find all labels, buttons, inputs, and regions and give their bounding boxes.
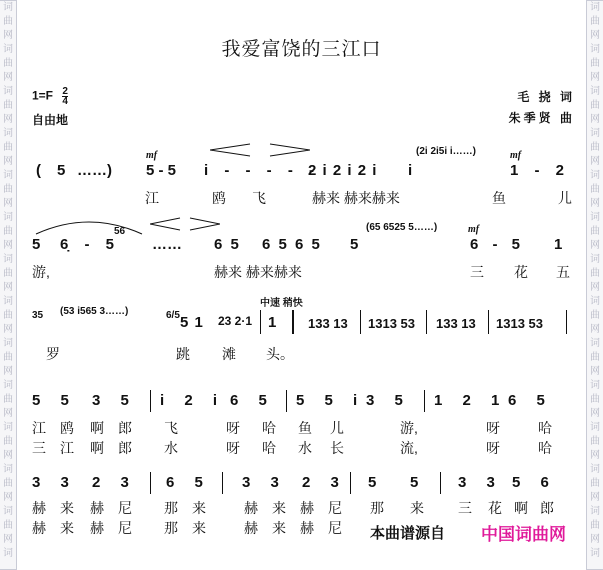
footer-site-link[interactable]: 中国词曲网 [481, 525, 566, 544]
tempo-marking: 自由地 [32, 113, 69, 127]
watermark-char: 词 [3, 86, 13, 97]
watermark-char: 曲 [3, 520, 13, 531]
watermark-char: 网 [590, 324, 600, 335]
watermark-char: 词 [3, 44, 13, 55]
watermark-char: 词 [3, 464, 13, 475]
lyric: 流, [400, 440, 418, 456]
watermark-char: 网 [590, 408, 600, 419]
watermark-char: 词 [3, 296, 13, 307]
watermark-char: 网 [3, 534, 13, 545]
right-margin-strip [586, 0, 603, 570]
watermark-char: 网 [3, 72, 13, 83]
lyric: 三 [470, 264, 484, 280]
watermark-char: 曲 [590, 58, 600, 69]
watermark-char: 词 [590, 296, 600, 307]
watermark-char: 网 [3, 282, 13, 293]
lyric: 花 [514, 264, 528, 280]
lyric: 尼 [328, 520, 342, 536]
lyric: 江 [60, 440, 74, 456]
note: 6 5 [230, 392, 275, 409]
song-title: 我爱富饶的三江口 [221, 39, 382, 60]
barline [566, 310, 567, 334]
barline [488, 310, 489, 334]
watermark-char: 网 [3, 408, 13, 419]
watermark-char: 词 [590, 506, 600, 517]
lyric: 那 [164, 520, 178, 536]
watermark-char: 词 [3, 422, 13, 433]
note: 2 i 2 i 2 i [308, 162, 378, 179]
lyric: 那 [370, 500, 384, 516]
note: i [408, 162, 413, 179]
note: (2i 2i5i i……) [416, 146, 477, 157]
left-margin-strip [0, 0, 17, 570]
lyric: 啊 [90, 440, 104, 456]
note: 3 3 [32, 474, 77, 491]
watermark-char: 网 [590, 450, 600, 461]
lyric: 来 [192, 500, 206, 516]
watermark-char: 曲 [3, 16, 13, 27]
watermark-char: 网 [590, 30, 600, 41]
lyric: 水 [298, 440, 312, 456]
watermark-char: 网 [3, 366, 13, 377]
watermark-char: 曲 [590, 478, 600, 489]
barline [440, 472, 441, 494]
lyric: 呀 [486, 420, 500, 436]
note: 5 1 [180, 314, 204, 331]
note: 23 2·1 [218, 314, 253, 328]
note: 5 [32, 236, 41, 253]
lyric: 水 [164, 440, 178, 456]
barline [360, 310, 361, 334]
barline [424, 390, 425, 412]
time-sig-top: 2 [62, 86, 68, 97]
lyric: 三 [32, 440, 46, 456]
lyric: 那 [164, 500, 178, 516]
watermark-char: 词 [590, 86, 600, 97]
watermark-char: 词 [3, 506, 13, 517]
lyric: 赫 [244, 520, 258, 536]
watermark-char: 词 [590, 44, 600, 55]
lyric: 赫 [32, 520, 46, 536]
note: 2 3 [92, 474, 137, 491]
watermark-char: 曲 [3, 394, 13, 405]
dynamic-mark: mf [510, 150, 522, 161]
footer-source-label: 本曲谱源自 [370, 525, 446, 542]
lyric: 游, [32, 264, 50, 280]
dynamic-mark: mf [468, 224, 480, 235]
dynamic-mark: mf [146, 150, 158, 161]
note: 2 3 [302, 474, 347, 491]
note: 5 [350, 236, 359, 253]
note: 5 5 [32, 392, 77, 409]
lyric: 哈 [262, 420, 276, 436]
lyric: 游, [400, 420, 418, 436]
watermark-char: 网 [590, 72, 600, 83]
lyric: 长 [330, 440, 344, 456]
note: ……) [77, 162, 112, 179]
watermark-char: 词 [3, 338, 13, 349]
watermark-char: 曲 [590, 100, 600, 111]
watermark-char: 网 [3, 324, 13, 335]
watermark-char: 网 [3, 492, 13, 503]
note: (53 i565 3……) [60, 306, 129, 317]
note: 3 3 [242, 474, 287, 491]
note: 3 5 [92, 392, 137, 409]
watermark-char: 网 [3, 240, 13, 251]
watermark-char: 词 [3, 2, 13, 13]
note: 133 13 [436, 316, 476, 331]
watermark-char: 词 [590, 380, 600, 391]
watermark-char: 词 [590, 548, 600, 559]
watermark-char: 词 [3, 170, 13, 181]
lyric: 滩 [222, 346, 236, 362]
note: 1 [268, 314, 277, 331]
watermark-char: 词 [590, 422, 600, 433]
lyric: 郎 [540, 500, 554, 516]
watermark-char: 曲 [590, 142, 600, 153]
lyric: 赫 [90, 500, 104, 516]
note: 3 5 [366, 392, 411, 409]
lyric: 哈 [262, 440, 276, 456]
lyric: 鸥 [60, 420, 74, 436]
lyric: 江 [145, 190, 159, 206]
note: …… [152, 236, 182, 253]
watermark-char: 词 [590, 2, 600, 13]
watermark-char: 词 [590, 254, 600, 265]
watermark-char: 曲 [3, 310, 13, 321]
lyric: 赫 [300, 500, 314, 516]
lyric: 呀 [226, 420, 240, 436]
hairpin-marks [210, 140, 310, 160]
note: ( [36, 162, 41, 179]
lyric: 哈 [538, 420, 552, 436]
watermark-char: 网 [3, 450, 13, 461]
time-sig-bottom: 4 [62, 96, 68, 107]
lyric: 儿 [558, 190, 572, 206]
lyric: 赫来 赫来赫来 [312, 190, 400, 206]
note: 5 6 [512, 474, 557, 491]
watermark-char: 曲 [3, 142, 13, 153]
watermark-char: 曲 [590, 394, 600, 405]
note: 5 [410, 474, 419, 491]
watermark-char: 词 [3, 128, 13, 139]
lyric: 尼 [118, 520, 132, 536]
watermark-char: 词 [3, 212, 13, 223]
watermark-char: 网 [590, 282, 600, 293]
note: 1 2 1 [434, 392, 508, 409]
watermark-char: 网 [590, 156, 600, 167]
note: 6 5 [166, 474, 211, 491]
watermark-char: 曲 [3, 226, 13, 237]
watermark-char: 曲 [590, 352, 600, 363]
watermark-char: 网 [590, 240, 600, 251]
watermark-char: 曲 [3, 436, 13, 447]
lyric: 五 [556, 264, 570, 280]
note: 5 [368, 474, 377, 491]
barline [222, 472, 223, 494]
lyric: 花 [488, 500, 502, 516]
note: (65 6525 5……) [366, 222, 438, 233]
barline [292, 310, 294, 334]
lyricist-credit: 毛 挠 词 [517, 90, 575, 104]
lyric: 呀 [486, 440, 500, 456]
watermark-char: 网 [3, 156, 13, 167]
note: 1 - 2 [510, 162, 571, 179]
watermark-char: 曲 [590, 226, 600, 237]
note: 3 3 [458, 474, 503, 491]
note: 56 [114, 226, 126, 237]
watermark-char: 词 [590, 338, 600, 349]
watermark-char: 网 [590, 114, 600, 125]
lyric: 飞 [252, 190, 266, 206]
note: 35 [32, 310, 44, 321]
watermark-char: 网 [590, 198, 600, 209]
composer-credit: 朱季贤 曲 [508, 111, 575, 125]
barline [150, 390, 151, 412]
note: 1313 53 [368, 316, 415, 331]
lyric: 罗 [46, 346, 60, 362]
note: 6/5 [166, 310, 180, 321]
note: 6 5 [508, 392, 553, 409]
lyric: 鱼 [298, 420, 312, 436]
note: 133 13 [308, 316, 348, 331]
lyric: 啊 [514, 500, 528, 516]
lyric: 来 [192, 520, 206, 536]
watermark-char: 曲 [3, 100, 13, 111]
watermark-char: 曲 [590, 310, 600, 321]
lyric: 头。 [266, 346, 294, 362]
watermark-char: 曲 [590, 16, 600, 27]
lyric: 三 [458, 500, 472, 516]
lyric: 尼 [118, 500, 132, 516]
note: 6̣ - 5 [60, 236, 121, 253]
watermark-char: 网 [3, 30, 13, 41]
watermark-char: 词 [590, 170, 600, 181]
note: 6 - 5 [470, 236, 526, 253]
note: 5 - 5 [146, 162, 177, 179]
note: 1 [554, 236, 563, 253]
note: 6 5 6 5 [262, 236, 322, 253]
watermark-char: 词 [3, 254, 13, 265]
watermark-char: 曲 [3, 352, 13, 363]
slur-mark [34, 214, 144, 236]
lyric: 赫 [90, 520, 104, 536]
lyric: 赫 [32, 500, 46, 516]
note: 5 [57, 162, 66, 179]
note: i - - - - - [204, 162, 320, 179]
lyric: 来 [272, 520, 286, 536]
watermark-char: 曲 [590, 520, 600, 531]
lyric: 鱼 [492, 190, 506, 206]
lyric: 赫来 赫来赫来 [214, 264, 302, 280]
lyric: 呀 [226, 440, 240, 456]
key-signature: $1=F \frac{2}{4}$ [32, 86, 68, 107]
watermark-char: 网 [3, 114, 13, 125]
watermark-char: 网 [590, 366, 600, 377]
watermark-char: 曲 [590, 268, 600, 279]
lyric: 来 [60, 520, 74, 536]
watermark-char: 词 [3, 548, 13, 559]
lyric: 江 [32, 420, 46, 436]
lyric: 啊 [90, 420, 104, 436]
note: 1313 53 [496, 316, 543, 331]
barline [150, 472, 151, 494]
watermark-char: 网 [590, 534, 600, 545]
watermark-char: 词 [3, 380, 13, 391]
lyric: 儿 [330, 420, 344, 436]
note: 5 5 i [296, 392, 366, 409]
lyric: 鸥 [212, 190, 226, 206]
lyric: 哈 [538, 440, 552, 456]
lyric: 尼 [328, 500, 342, 516]
watermark-char: 曲 [3, 58, 13, 69]
note: 6 5 [214, 236, 241, 253]
watermark-char: 曲 [3, 478, 13, 489]
lyric: 跳 [176, 346, 190, 362]
watermark-char: 网 [590, 492, 600, 503]
lyric: 飞 [164, 420, 178, 436]
watermark-char: 曲 [3, 184, 13, 195]
watermark-char: 网 [3, 198, 13, 209]
lyric: 郎 [118, 440, 132, 456]
lyric: 来 [60, 500, 74, 516]
barline [260, 310, 261, 334]
lyric: 来 [410, 500, 424, 516]
note: i 2 i [160, 392, 226, 409]
barline [350, 472, 351, 494]
watermark-char: 词 [590, 464, 600, 475]
lyric: 赫 [244, 500, 258, 516]
watermark-char: 曲 [590, 184, 600, 195]
watermark-char: 曲 [3, 268, 13, 279]
lyric: 来 [272, 500, 286, 516]
barline [286, 390, 287, 412]
watermark-char: 词 [590, 212, 600, 223]
lyric: 赫 [300, 520, 314, 536]
barline [426, 310, 427, 334]
watermark-char: 曲 [590, 436, 600, 447]
lyric: 郎 [118, 420, 132, 436]
hairpin-marks [150, 214, 220, 234]
watermark-char: 词 [590, 128, 600, 139]
tempo-change: 中速 稍快 [260, 298, 303, 309]
